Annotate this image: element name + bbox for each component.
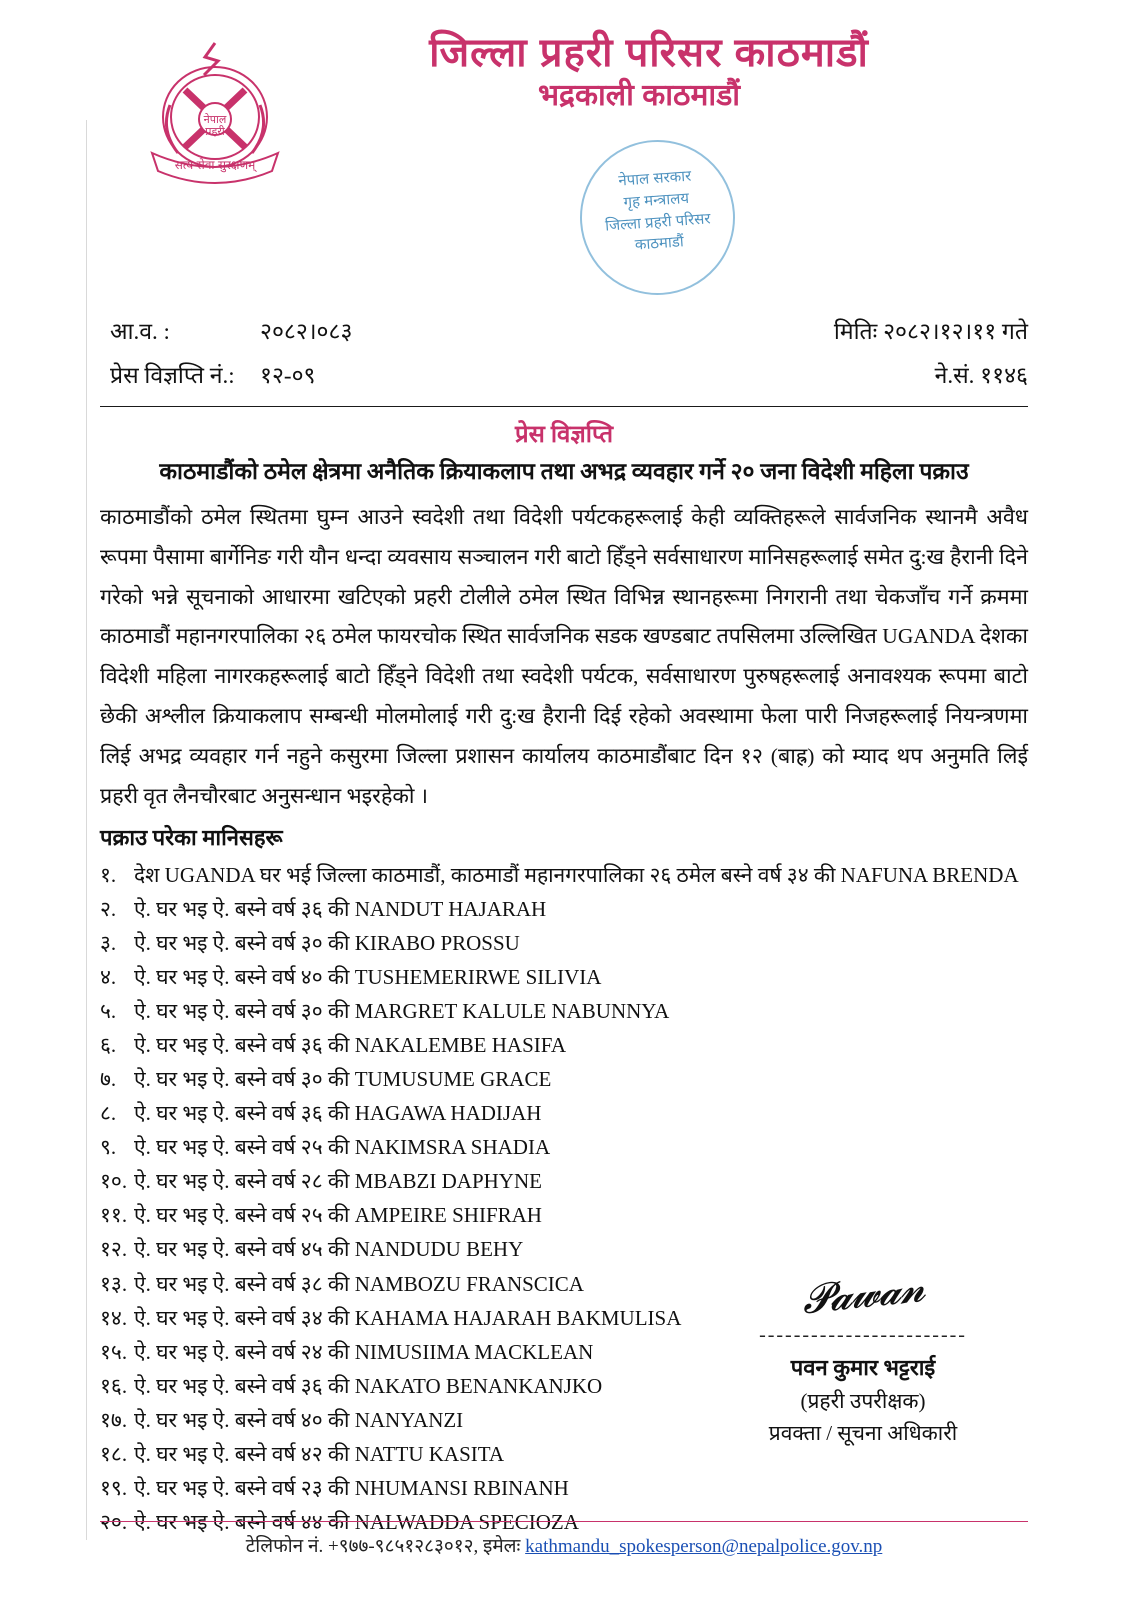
list-item-number: २०. [100, 1509, 128, 1534]
svg-text:प्रहरी: प्रहरी [205, 126, 225, 138]
list-item [100, 892, 1028, 926]
org-title-primary: जिल्ला प्रहरी परिसर काठमाडौं [429, 31, 869, 75]
list-item-text: ऐ. घर भइ ऐ. बस्ने वर्ष २५ की NAKIMSRA SHADIA [134, 1135, 551, 1160]
footer-divider [100, 1521, 1028, 1522]
document-header [100, 0, 1028, 254]
body-paragraph: काठमाडौंको ठमेल स्थितमा घुम्न आउने स्वदेशी तथा विदेशी पर्यटकहरूलाई केही व्यक्तिहरूले सार्वजनिक स्थानमै अवैध रूपमा पैसामा बार्गेनिङ गरी यौन धन्दा व्यवसाय सञ्चालन गरी बाटो हिँड्ने सर्वसाधारण मानिसहरूलाई समेत दु:ख हैरानी दिने गरेको भन्ने सूचनाको आधारमा खटिएको प्रहरी टोलीले ठमेल स्थित विभिन्न स्थानहरूमा निगरानी तथा चेकजाँच गर्ने क्रममा काठमाडौं महानगरपालिका २६ ठमेल फायरचोक स्थित सार्वजनिक सडक खण्डबाट तपसिलमा उल्लिखित UGANDA देशका विदेशी महिला नागरकहरूलाई बाटो हिँड्ने विदेशी तथा स्वदेशी पर्यटक, सर्वसाधारण पुरुषहरूलाई अनावश्यक रूपमा बाटो छेकी अश्लील क्रियाकलाप सम्बन्धी मोलमोलाई गरी दु:ख हैरानी दिई रहेको अवस्थामा फेला पारी निजहरूलाई नियन्त्रणमा लिई अभद्र व्यवहार गर्न नहुने कसुरमा जिल्ला प्रशासन कार्यालय काठमाडौंबाट दिन १२ (बाह्र) को म्याद थप अनुमति लिई प्रहरी वृत लैनचौरबाट अनुसन्धान भइरहेको । [100, 505, 1028, 808]
date-row [834, 310, 1028, 354]
list-item-number: ९. [100, 1135, 117, 1160]
document-meta [100, 310, 1028, 400]
list-item-number: १०. [100, 1169, 128, 1194]
meta-right-block [834, 310, 1028, 397]
phone-value: +९७७-९८५१२८३०१२, [328, 1536, 479, 1557]
list-item-text: ऐ. घर भइ ऐ. बस्ने वर्ष २४ की NIMUSIIMA MACKLEAN [134, 1339, 594, 1364]
press-release-no-value: १२-०९ [260, 362, 316, 388]
list-item-number: ११. [100, 1203, 128, 1228]
fiscal-year-value: २०८२।०८३ [260, 319, 353, 344]
list-item [100, 858, 1028, 892]
email-link[interactable]: kathmandu_spokesperson@nepalpolice.gov.np [525, 1536, 883, 1557]
ne-sambat-value: ११४६ [980, 362, 1028, 388]
list-item [100, 1130, 1028, 1164]
body-text [100, 498, 1028, 816]
seal-line-3: जिल्ला प्रहरी परिसर [604, 209, 712, 235]
meta-left-block [110, 310, 352, 397]
list-item-number: १४. [100, 1305, 128, 1330]
list-item-text: ऐ. घर भइ ऐ. बस्ने वर्ष ४२ की NATTU KASITA [134, 1441, 505, 1466]
list-item-text: ऐ. घर भइ ऐ. बस्ने वर्ष ३६ की NAKALEMBE HASIFA [134, 1033, 567, 1058]
list-item-text: ऐ. घर भइ ऐ. बस्ने वर्ष ४० की TUSHEMERIRWE SILIVIA [134, 965, 602, 990]
phone-label: टेलिफोन नं. [245, 1536, 324, 1557]
list-item-text: ऐ. घर भइ ऐ. बस्ने वर्ष ३८ की NAMBOZU FRANSCICA [134, 1271, 584, 1296]
list-item-number: ७. [100, 1067, 117, 1092]
list-item-text: ऐ. घर भइ ऐ. बस्ने वर्ष २३ की NHUMANSI RBINANH [134, 1475, 569, 1500]
list-item-text: ऐ. घर भइ ऐ. बस्ने वर्ष ३६ की NANDUT HAJARAH [134, 897, 547, 922]
ne-sambat-label: ने.सं. [934, 362, 975, 388]
list-item-text: देश UGANDA घर भई जिल्ला काठमाडौं, काठमाडौं महानगरपालिका २६ ठमेल बस्ने वर्ष ३४ की NAFUNA BRENDA [134, 863, 1019, 888]
list-item [100, 1062, 1028, 1096]
list-item [100, 1198, 1028, 1232]
office-seal-stamp [575, 135, 740, 300]
list-item-text: ऐ. घर भइ ऐ. बस्ने वर्ष ३४ की KAHAMA HAJARAH BAKMULISA [134, 1305, 682, 1330]
list-item-number: ८. [100, 1101, 117, 1126]
list-item-number: ३. [100, 931, 117, 956]
list-item-text: ऐ. घर भइ ऐ. बस्ने वर्ष ३० की TUMUSUME GRACE [134, 1067, 552, 1092]
signatory-rank: (प्रहरी उपरीक्षक) [800, 1388, 926, 1413]
list-item [100, 960, 1028, 994]
list-item [100, 1164, 1028, 1198]
signature-block [698, 1264, 1028, 1450]
org-title-secondary: भद्रकाली काठमाडौं [537, 79, 741, 112]
list-item [100, 1096, 1028, 1130]
signatory-role: प्रवक्ता / सूचना अधिकारी [768, 1421, 958, 1446]
list-item-number: १३. [100, 1271, 128, 1296]
press-release-no-label: प्रेस विज्ञप्ति नं.: [110, 362, 235, 388]
list-item-number: १६. [100, 1373, 128, 1398]
fiscal-year-label: आ.व. : [110, 319, 170, 344]
list-item-text: ऐ. घर भइ ऐ. बस्ने वर्ष २५ की AMPEIRE SHIFRAH [134, 1203, 542, 1228]
handwritten-signature-icon: 𝓟𝓪𝔀𝓪𝓷 [799, 1264, 926, 1323]
svg-text:नेपाल: नेपाल [203, 114, 227, 126]
list-item [100, 926, 1028, 960]
footer-contact [100, 1532, 1028, 1558]
list-item-text: ऐ. घर भइ ऐ. बस्ने वर्ष ३६ की NAKATO BENANKANJKO [134, 1373, 603, 1398]
document-footer [100, 1521, 1028, 1558]
signatory-name: पवन कुमार भट्टराई [790, 1354, 936, 1380]
list-item-number: २. [100, 897, 117, 922]
press-release-title: प्रेस विज्ञप्ति [514, 422, 614, 448]
date-value: २०८२।१२।११ गते [883, 319, 1028, 344]
list-item-number: १२. [100, 1237, 128, 1262]
list-item-text: ऐ. घर भइ ऐ. बस्ने वर्ष ३० की MARGRET KALULE NABUNNYA [134, 999, 670, 1024]
email-label: इमेलः [482, 1536, 521, 1557]
organization-titles [310, 30, 1028, 114]
list-item-number: १५. [100, 1339, 128, 1364]
list-item [100, 1471, 1028, 1505]
list-item-number: ५. [100, 999, 117, 1024]
list-item [100, 994, 1028, 1028]
list-item-number: ६. [100, 1033, 117, 1058]
fiscal-year-row [110, 310, 352, 354]
list-item-number: १७. [100, 1407, 128, 1432]
page-edge-line [86, 120, 87, 1540]
list-item-text: ऐ. घर भइ ऐ. बस्ने वर्ष ४० की NANYANZI [134, 1407, 464, 1432]
press-release-number-row [110, 354, 352, 398]
nepal-sambat-row [834, 354, 1028, 398]
list-item-text: ऐ. घर भइ ऐ. बस्ने वर्ष २८ की MBABZI DAPHYNE [134, 1169, 542, 1194]
list-item-number: १. [100, 863, 117, 888]
list-item-number: १८. [100, 1441, 128, 1466]
date-label: मितिः [833, 319, 878, 344]
list-item-number: ४. [100, 965, 117, 990]
list-item-number: १९. [100, 1475, 128, 1500]
list-item-text: ऐ. घर भइ ऐ. बस्ने वर्ष ३० की KIRABO PROSSU [134, 931, 520, 956]
list-item-text: ऐ. घर भइ ऐ. बस्ने वर्ष ३६ की HAGAWA HADIJAH [134, 1101, 542, 1126]
arrested-heading: पक्राउ परेका मानिसहरू [100, 825, 283, 851]
list-item [100, 1028, 1028, 1062]
signature-line: ------------------------ [759, 1323, 967, 1346]
seal-line-1: नेपाल सरकार [617, 167, 692, 190]
list-item-text: ऐ. घर भइ ऐ. बस्ने वर्ष ४५ की NANDUDU BEHY [134, 1237, 524, 1262]
headline: काठमाडौंको ठमेल क्षेत्रमा अनैतिक क्रियाकलाप तथा अभद्र व्यवहार गर्ने २० जना विदेशी महिला पक्राउ [159, 459, 969, 484]
header-divider [100, 406, 1028, 407]
svg-text:सत्य सेवा सुरक्षणम्: सत्य सेवा सुरक्षणम् [174, 158, 256, 172]
list-item-text: ऐ. घर भइ ऐ. बस्ने वर्ष ४४ की NALWADDA SPECIOZA [134, 1509, 579, 1534]
seal-line-2: गृह मन्त्रालय [623, 189, 690, 212]
list-item [100, 1232, 1028, 1266]
seal-line-4: काठमाडौं [634, 233, 685, 254]
